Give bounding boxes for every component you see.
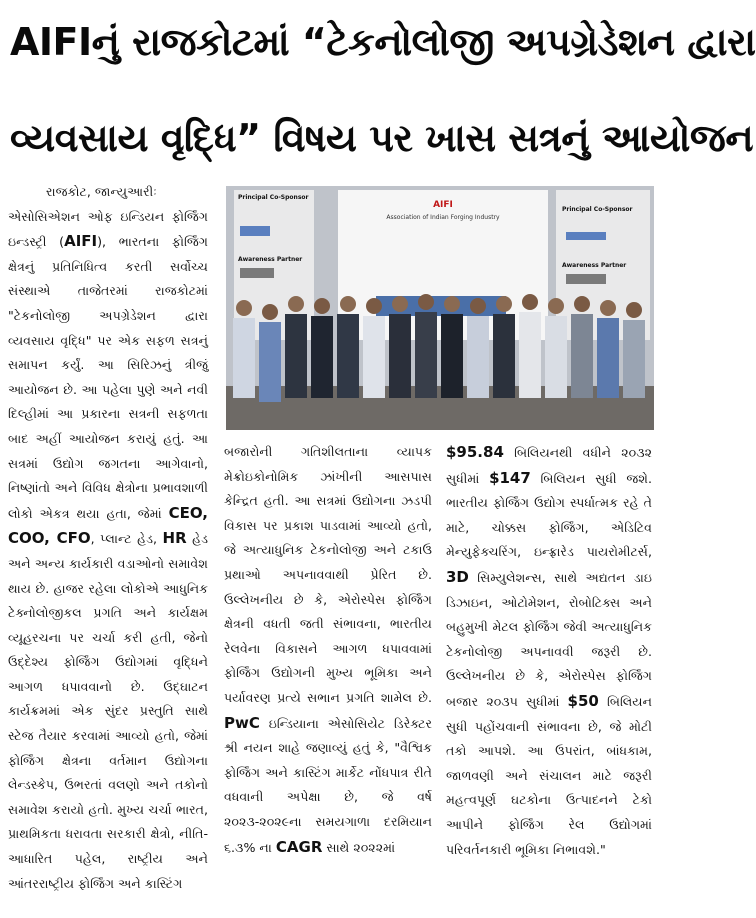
text-run: બિલિયનથી વધીને ૨૦૩૨ સુધીમાં (446, 445, 652, 486)
awareness-label-right: Awareness Partner (562, 262, 627, 269)
article-column-2 (224, 440, 432, 860)
headline-line-2: વ્યવસાય વૃદ્ધિ” વિષય પર ખાસ સત્રનું આયોજન (10, 116, 754, 160)
text-run: ), ભારતના ફોર્જિંગ ક્ષેત્રનું પ્રતિનિધિત્વ કરતી સર્વોચ્ચ સંસ્થાએ તાજેતરમાં રાજકોટમાં "ટેકનોલોજી અપગ્રેડેશન દ્વારા વ્યવસાય વૃદ્ધિ" પર એક સફળ સત્રનું સમાપન કર્યું. આ સિરિઝનું ત્રીજું આયોજન છે. આ પહેલા પુણે અને નવી દિલ્હીમાં આ પ્રકારના સત્રની સફળતા બાદ અહીં આયોજન કરાયું હતું. આ સત્રમાં ઉદ્યોગ જગતના આગેવાનો, નિષ્ણાંતો અને વિવિધ ક્ષેત્રોના પ્રભાવશાળી લોકો એકત્ર થયા હતા, જેમાં (8, 234, 208, 521)
column-1-body (8, 205, 208, 897)
bold-text: CEO, COO, CFO (8, 503, 208, 548)
headline-line-1: AIFIનું રાજકોટમાં “ટેકનોલોજી અપગ્રેડેશન દ્વારા (10, 20, 756, 64)
event-photo (226, 186, 654, 430)
partner-label-left: Principal Co-Sponsor (238, 194, 309, 201)
bold-text: AIFI (64, 232, 98, 251)
text-run: , પ્લાન્ટ હેડ, (90, 531, 163, 547)
bold-text: HR (162, 529, 187, 548)
bold-text: PwC (224, 713, 260, 732)
banner-subtitle: Association of Indian Forging Industry (386, 214, 500, 221)
bold-text: $95.84 (446, 443, 504, 461)
article-column-1 (8, 180, 208, 896)
bold-text: $50 (567, 691, 599, 710)
text-run: એસોસિએશન ઓફ ઇન્ડિયન ફોર્જિંગ ઇન્ડસ્ટ્રી ( (8, 208, 208, 250)
bold-text: 3D (446, 567, 469, 586)
column-2-body (224, 440, 432, 860)
text-run: હેડ અને અન્ય કાર્યકારી વડાઓનો સમાવેશ થાય છે. હાજર રહેલા લોકોએ આધુનિક ટેક્નોલોજીકલ પ્રગતિ અને કાર્યક્ષમ વ્યૂહરચના પર ચર્ચા કરી હતી, જેનો ઉદ્દેશ્ય ફોર્જિંગ ઉદ્યોગમાં વૃદ્ધિને આગળ ધપાવવાનો છે. ઉદ્ઘાટન કાર્યક્રમમાં એક સુંદર પ્રસ્તુતિ સાથે સ્ટેજ તૈયાર કરવામાં આવ્યો હતો, જેમાં ફોર્જિંગ ક્ષેત્રના વર્તમાન ઉદ્યોગના લેન્ડસ્કેપ, ઉભરતાં વલણો અને તકોનો સમાવેશ કરાયો હતો. મુખ્ય ચર્ચા ભારત, પ્રાથમિકતા ધરાવતા સરકારી ક્ષેત્રો, નીતિ-આધારિત પહેલ, રાષ્ટ્રીય અને આંતરરાષ્ટ્રીય ફોર્જિંગ અને કાસ્ટિંગ (8, 531, 208, 891)
article-column-3 (446, 440, 652, 862)
group-photo-illustration (226, 186, 654, 430)
column-3-body (446, 440, 652, 862)
bold-text: CAGR (275, 837, 323, 856)
text-run: બિલિયન સુધી પહોંચવાની સંભાવના છે, જે મોટી તકો આપશે. આ ઉપરાંત, બાંધકામ, જાળવણી અને સંચાલન માટે જરૂરી મહત્વપૂર્ણ ઘટકોના ઉત્પાદનને ટેકો આપીને ફોર્જિંગ રેલ ઉદ્યોગમાં પરિવર્તનકારી ભૂમિકા નિભાવશે." (446, 693, 653, 857)
partner-label-right: Principal Co-Sponsor (562, 206, 633, 213)
text-run: બિલિયન સુધી જશે. ભારતીય ફોર્જિંગ ઉદ્યોગ સ્પર્ધાત્મક રહે તે માટે, ચોક્કસ ફોર્જિંગ, એડિટિવ મેન્યુફેક્ચરિંગ, ઇન્ફ્રારેડ પાયરોમીટર્સ, (446, 470, 652, 560)
banner-title: AIFI (433, 200, 453, 210)
text-run: સિમ્યુલેશન્સ, સાથે અદ્યતન ડાઇ ડિઝાઇન, ઓટોમેશન, રોબોટિક્સ અને બહુમુખી મેટલ ફોર્જિંગ જેવી અત્યાધુનિક ટેકનોલોજી અપનાવવી જરૂરી છે. ઉલ્લેખનીય છે કે, એરોસ્પેસ ફોર્જિંગ બજાર ૨૦૩૫ સુધીમાં (446, 569, 652, 709)
dateline: રાજકોટ, જાન્યુઆરીઃ (46, 184, 157, 199)
text-run: બજારોની ગતિશીલતાના વ્યાપક મેક્રોઇકોનોમિક ઝાંખીની આસપાસ કેન્દ્રિત હતી. આ સત્રમાં ઉદ્યોગના ઝડપી વિકાસ પર પ્રકાશ પાડવામાં આવ્યો હતો, જે અત્યાધુનિક ટેકનોલોજી અને ટકાઉ પ્રથાઓ અપનાવવાથી પ્રેરિત છે. ઉલ્લેખનીય છે કે, એરોસ્પેસ ફોર્જિંગ ક્ષેત્રની વધતી જતી સંભાવના, ભારતીય રેલવેના વિકાસને આગળ ધપાવવામાં ફોર્જિંગ ઉદ્યોગની મુખ્ય ભૂમિકા અને પર્યાવરણ પ્રત્યે સભાન પ્રગતિ શામેલ છે. (224, 444, 432, 705)
text-run: સાથે ૨૦૨૨માં (322, 839, 396, 855)
bold-text: $147 (489, 468, 531, 487)
text-run: ઇન્ડિયાના એસોસિયેટ ડિરેક્ટર શ્રી નયન શાહે જણાવ્યું હતું કે, "વૈશ્વિક ફોર્જિંગ અને કાસ્ટિંગ માર્કેટ નોંધપાત્ર રીતે વધવાની અપેક્ષા છે, જે વર્ષ ૨૦૨૩-૨૦૨૯ના સમયગાળા દરમિયાન ૬.૩% ના (224, 715, 432, 855)
awareness-label-left: Awareness Partner (238, 256, 303, 263)
